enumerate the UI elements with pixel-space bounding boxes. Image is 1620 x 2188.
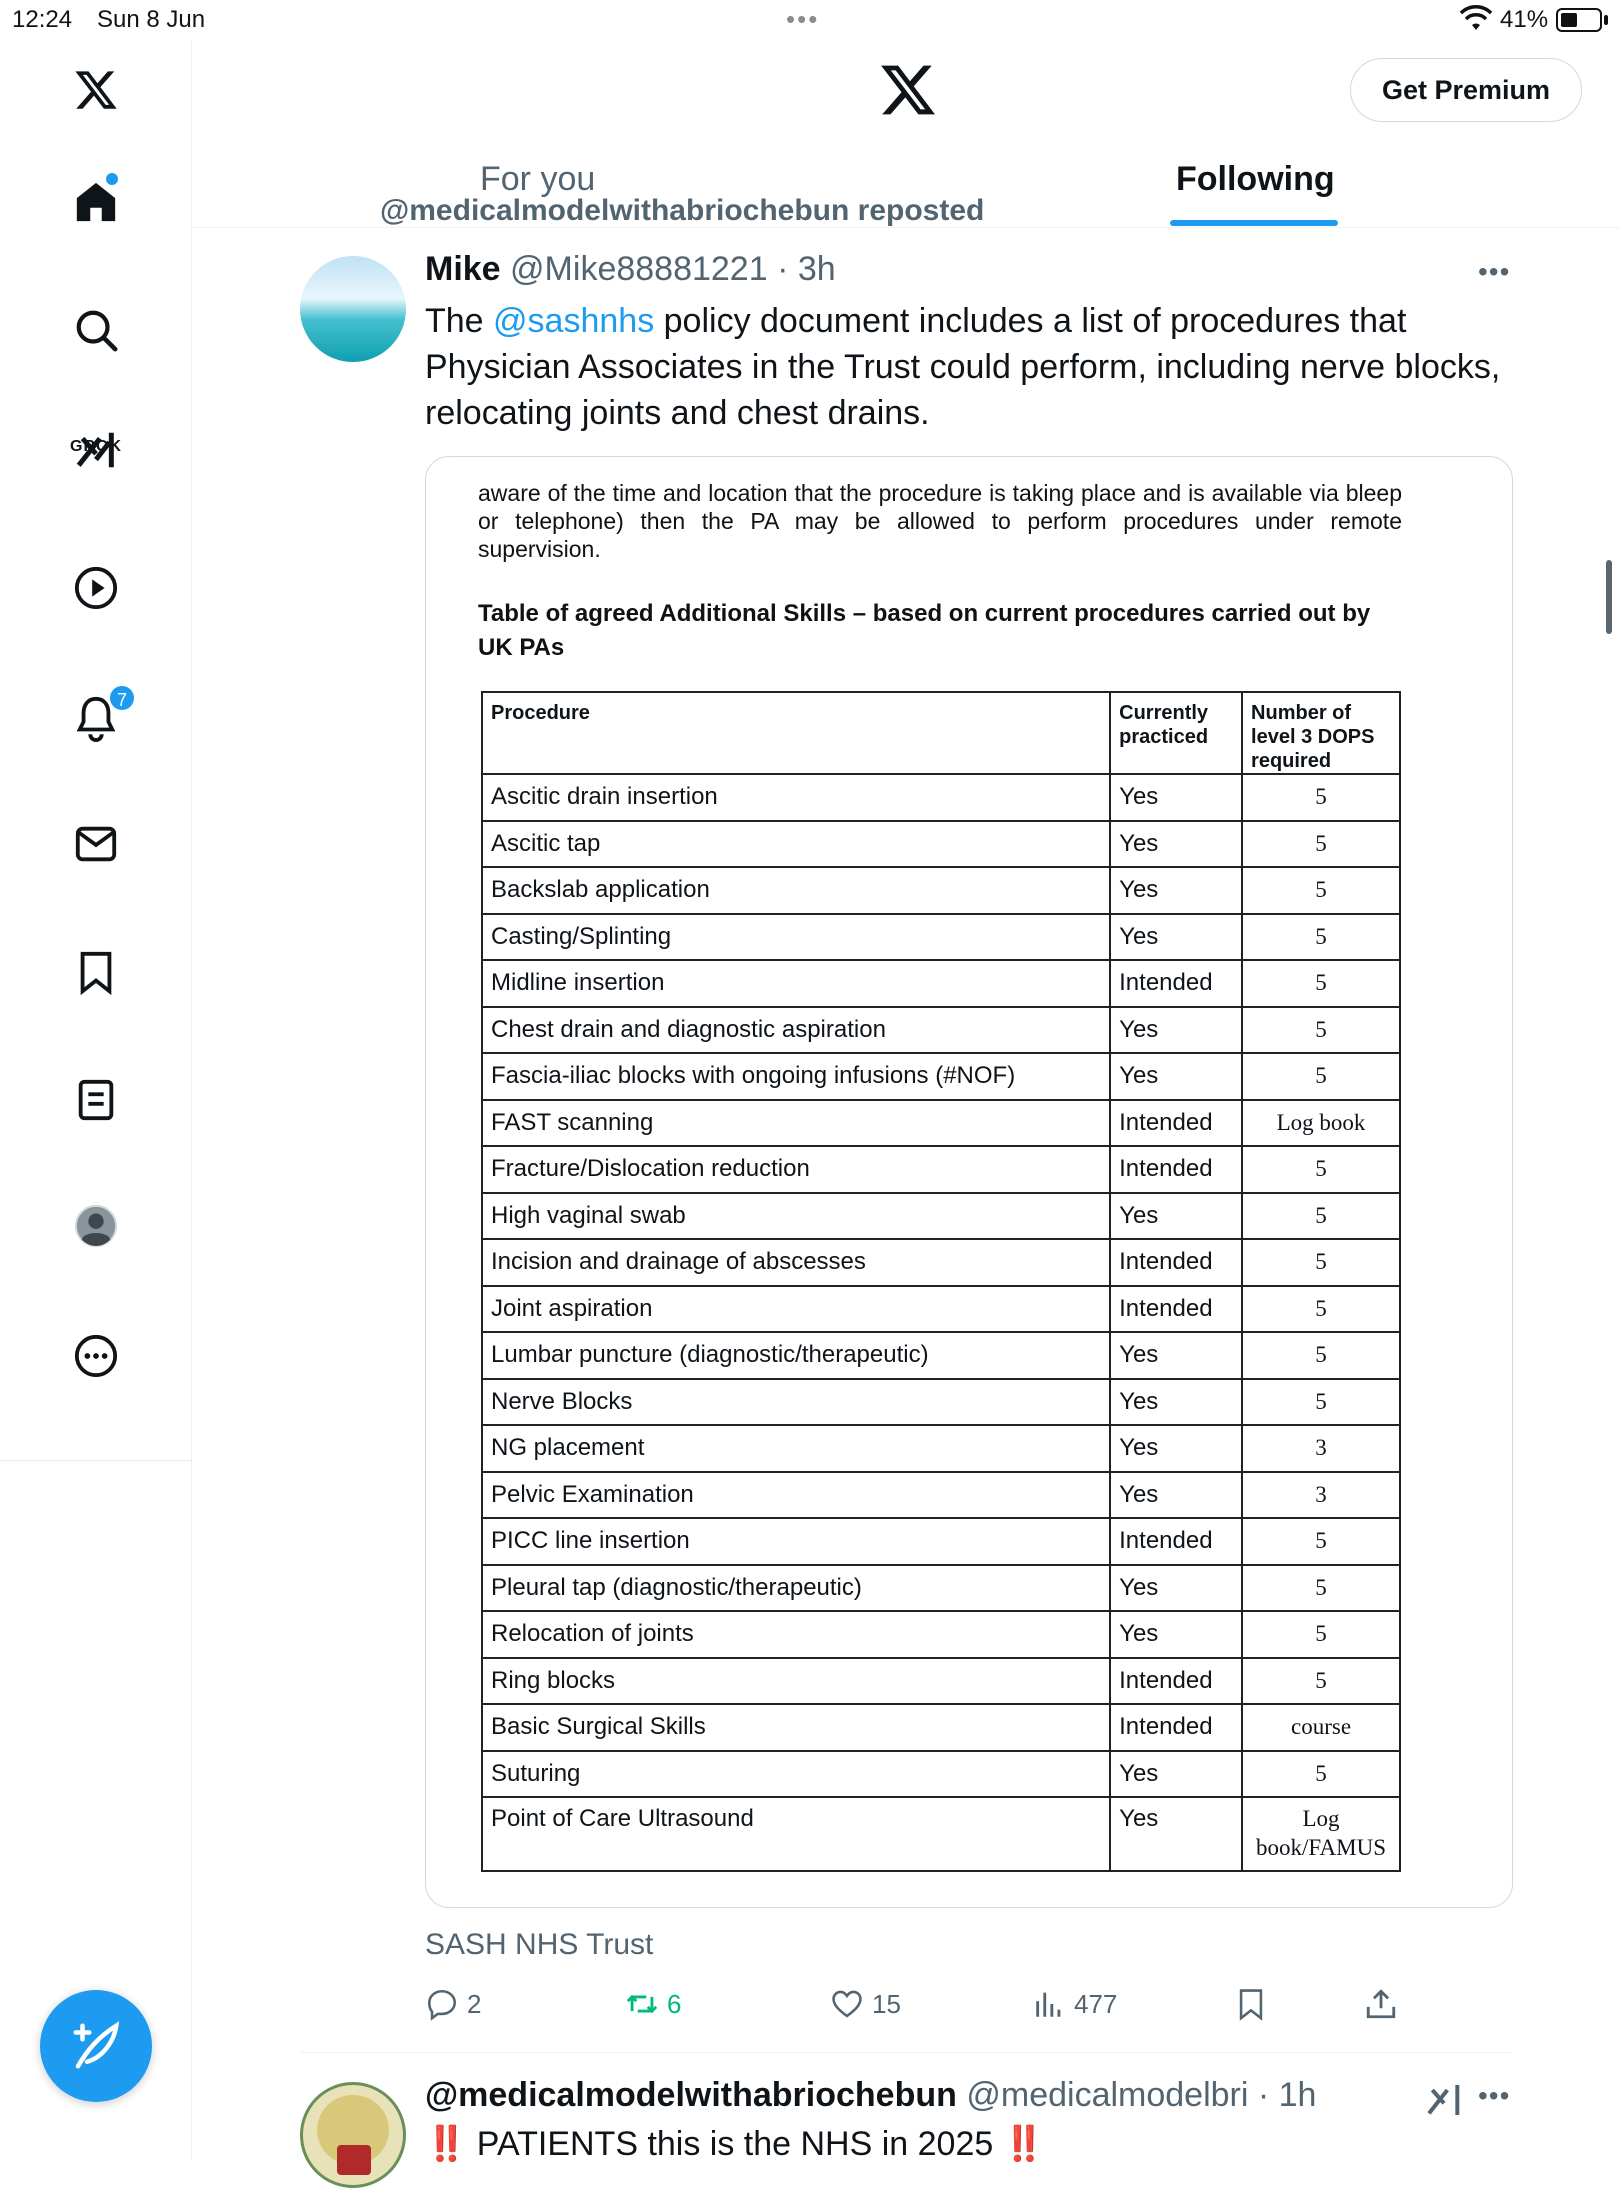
- dops-cell: 5: [1242, 1286, 1400, 1333]
- dops-cell: 5: [1242, 1007, 1400, 1054]
- practiced-cell: Intended: [1110, 1658, 1242, 1705]
- status-date: Sun 8 Jun: [97, 6, 206, 33]
- table-row: [482, 1704, 1400, 1751]
- tweet-header: [425, 2076, 1316, 2115]
- double-exclamation-icon: ‼️: [1002, 2125, 1046, 2163]
- dops-cell: 5: [1242, 1332, 1400, 1379]
- table-row: [482, 1658, 1400, 1705]
- reposted-label: @medicalmodelwithabriochebun reposted: [380, 194, 985, 227]
- practiced-cell: Yes: [1110, 867, 1242, 914]
- tab-following[interactable]: Following: [1176, 160, 1335, 198]
- procedure-cell: Nerve Blocks: [482, 1379, 1110, 1426]
- tweet-text: The @sashnhs policy document includes a list of procedures that Physician Associates in the Trust could perform, including nerve blocks, relocating joints and chest drains.: [425, 302, 1501, 432]
- practiced-cell: Yes: [1110, 1565, 1242, 1612]
- practiced-cell: Yes: [1110, 1472, 1242, 1519]
- avatar[interactable]: [300, 2082, 406, 2188]
- practiced-cell: Yes: [1110, 1611, 1242, 1658]
- avatar-crest: [337, 2145, 371, 2175]
- reply-icon: [425, 1987, 459, 2021]
- status-bar: [0, 0, 1620, 40]
- compose-feather-icon: [69, 2019, 123, 2073]
- table-row: [482, 1797, 1400, 1871]
- procedure-cell: Casting/Splinting: [482, 914, 1110, 961]
- sidebar-divider: [0, 1460, 192, 1461]
- dops-cell: 5: [1242, 960, 1400, 1007]
- meta-separator: ·: [1248, 2076, 1279, 2114]
- procedure-cell: Fracture/Dislocation reduction: [482, 1146, 1110, 1193]
- dops-cell: 5: [1242, 774, 1400, 821]
- media-source-label[interactable]: SASH NHS Trust: [425, 1928, 654, 1961]
- table-row: [482, 914, 1400, 961]
- repost-button[interactable]: [625, 1984, 681, 2024]
- compose-post-button[interactable]: [40, 1990, 152, 2102]
- scrollbar[interactable]: [1606, 560, 1612, 634]
- practiced-cell: Yes: [1110, 914, 1242, 961]
- table-row: [482, 1751, 1400, 1798]
- notifications-badge: 7: [108, 684, 136, 712]
- dops-cell: 5: [1242, 1239, 1400, 1286]
- dops-cell: 5: [1242, 1193, 1400, 1240]
- like-count: 15: [872, 1988, 901, 2019]
- dops-cell: 5: [1242, 1611, 1400, 1658]
- dops-cell: 5: [1242, 1518, 1400, 1565]
- author-handle[interactable]: @medicalmodelbri: [966, 2076, 1249, 2114]
- procedure-cell: Point of Care Ultrasound: [482, 1797, 1110, 1871]
- table-row: [482, 1565, 1400, 1612]
- procedure-cell: Pleural tap (diagnostic/therapeutic): [482, 1565, 1110, 1612]
- procedure-cell: Joint aspiration: [482, 1286, 1110, 1333]
- practiced-cell: Intended: [1110, 1146, 1242, 1193]
- procedure-cell: High vaginal swab: [482, 1193, 1110, 1240]
- like-button[interactable]: [830, 1984, 901, 2024]
- dops-cell: 5: [1242, 1379, 1400, 1426]
- table-row: [482, 1286, 1400, 1333]
- author-name[interactable]: @medicalmodelwithabriochebun: [425, 2076, 957, 2114]
- battery-percent: 41%: [1500, 6, 1549, 33]
- practiced-cell: Yes: [1110, 1007, 1242, 1054]
- procedure-cell: PICC line insertion: [482, 1518, 1110, 1565]
- battery-icon: [1556, 8, 1602, 32]
- dops-cell: course: [1242, 1704, 1400, 1751]
- procedure-cell: FAST scanning: [482, 1100, 1110, 1147]
- procedure-cell: Chest drain and diagnostic aspiration: [482, 1007, 1110, 1054]
- view-count: 477: [1074, 1988, 1118, 2019]
- search-icon[interactable]: [66, 300, 126, 360]
- practiced-cell: Yes: [1110, 821, 1242, 868]
- practiced-cell: Yes: [1110, 1332, 1242, 1379]
- practiced-cell: Intended: [1110, 1100, 1242, 1147]
- tweet-text: ‼️ PATIENTS this is the NHS in 2025 ‼️: [425, 2125, 1046, 2163]
- dops-cell: Log book/FAMUS: [1242, 1797, 1400, 1871]
- repost-count: 6: [667, 1988, 682, 2019]
- procedure-cell: Fascia-iliac blocks with ongoing infusions (#NOF): [482, 1053, 1110, 1100]
- practiced-cell: Intended: [1110, 1518, 1242, 1565]
- document-paragraph: aware of the time and location that the procedure is taking place and is available via bleep or telephone) then the PA may be allowed to perform procedures under remote supervision.: [478, 480, 1402, 562]
- practiced-cell: Intended: [1110, 1239, 1242, 1286]
- practiced-cell: Intended: [1110, 1286, 1242, 1333]
- bookmarks-icon[interactable]: [66, 942, 126, 1002]
- home-unread-dot: [106, 173, 118, 185]
- more-icon[interactable]: [66, 1326, 126, 1386]
- table-row: [482, 960, 1400, 1007]
- table-row: [482, 1379, 1400, 1426]
- table-row: [482, 1239, 1400, 1286]
- reply-button[interactable]: [425, 1984, 481, 2024]
- dops-cell: 3: [1242, 1425, 1400, 1472]
- column-header: Number of level 3 DOPS required: [1242, 692, 1400, 774]
- battery-cap: [1604, 15, 1608, 25]
- table-row: [482, 1518, 1400, 1565]
- author-name[interactable]: Mike: [425, 250, 501, 288]
- wifi-icon: [1460, 6, 1492, 39]
- procedure-cell: Relocation of joints: [482, 1611, 1110, 1658]
- messages-icon[interactable]: [66, 814, 126, 874]
- practiced-cell: Yes: [1110, 1751, 1242, 1798]
- bookmark-button[interactable]: [1234, 1984, 1276, 2024]
- tweet-time[interactable]: 1h: [1278, 2076, 1317, 2114]
- procedure-cell: Backslab application: [482, 867, 1110, 914]
- procedure-cell: Pelvic Examination: [482, 1472, 1110, 1519]
- profile-icon[interactable]: [66, 1196, 126, 1256]
- dops-cell: 5: [1242, 867, 1400, 914]
- skills-table: [481, 691, 1401, 1872]
- share-button[interactable]: [1364, 1984, 1406, 2024]
- procedure-cell: Ascitic tap: [482, 821, 1110, 868]
- grok-explain-icon[interactable]: [1424, 2080, 1464, 2120]
- table-row: [482, 1146, 1400, 1193]
- author-handle[interactable]: @Mike88881221: [510, 250, 768, 288]
- video-icon[interactable]: [66, 558, 126, 618]
- header-divider: [192, 227, 1620, 228]
- share-icon: [1364, 1987, 1398, 2021]
- table-row: [482, 1100, 1400, 1147]
- table-row: [482, 1332, 1400, 1379]
- table-row: [482, 1472, 1400, 1519]
- practiced-cell: Yes: [1110, 1193, 1242, 1240]
- x-center-logo-icon[interactable]: [878, 60, 938, 120]
- column-header: Procedure: [482, 692, 1110, 774]
- table-row: [482, 867, 1400, 914]
- dops-cell: Log book: [1242, 1100, 1400, 1147]
- table-header-row: [482, 692, 1400, 774]
- procedure-cell: Suturing: [482, 1751, 1110, 1798]
- table-row: [482, 1193, 1400, 1240]
- dops-cell: 5: [1242, 821, 1400, 868]
- reply-count: 2: [467, 1988, 482, 2019]
- table-row: [482, 1007, 1400, 1054]
- views-icon: [1032, 1987, 1066, 2021]
- meta-separator: ·: [767, 250, 798, 288]
- battery-level: [1561, 13, 1577, 27]
- dops-cell: 5: [1242, 1751, 1400, 1798]
- mention-link[interactable]: @sashnhs: [493, 302, 655, 340]
- procedure-cell: Incision and drainage of abscesses: [482, 1239, 1110, 1286]
- procedure-cell: Lumbar puncture (diagnostic/therapeutic): [482, 1332, 1110, 1379]
- tab-for-you[interactable]: For you: [480, 160, 596, 198]
- procedure-cell: Basic Surgical Skills: [482, 1704, 1110, 1751]
- table-row: [482, 1425, 1400, 1472]
- dops-cell: 3: [1242, 1472, 1400, 1519]
- dops-cell: 5: [1242, 914, 1400, 961]
- x-logo-icon[interactable]: [66, 60, 126, 120]
- document-table-heading: Table of agreed Additional Skills – based on current procedures carried out by UK PAs: [478, 600, 1371, 661]
- double-exclamation-icon: ‼️: [425, 2125, 468, 2163]
- practiced-cell: Yes: [1110, 774, 1242, 821]
- practiced-cell: Intended: [1110, 960, 1242, 1007]
- dops-cell: 5: [1242, 1053, 1400, 1100]
- views-button[interactable]: [1032, 1984, 1117, 2024]
- status-time: 12:24: [12, 6, 73, 33]
- procedure-cell: Ascitic drain insertion: [482, 774, 1110, 821]
- lists-icon[interactable]: [66, 1070, 126, 1130]
- more-options-icon[interactable]: •••: [1478, 2080, 1511, 2111]
- multitasking-dots[interactable]: •••: [786, 4, 820, 34]
- tweet-header: [425, 250, 836, 289]
- table-row: [482, 1053, 1400, 1100]
- column-header: Currently practiced: [1110, 692, 1242, 774]
- grok-label: GROK: [70, 438, 122, 455]
- dops-cell: 5: [1242, 1658, 1400, 1705]
- procedure-cell: NG placement: [482, 1425, 1110, 1472]
- avatar[interactable]: [300, 256, 406, 362]
- get-premium-button[interactable]: Get Premium: [1350, 58, 1582, 122]
- dops-cell: 5: [1242, 1565, 1400, 1612]
- more-options-icon[interactable]: •••: [1478, 256, 1511, 287]
- tweet-image[interactable]: [425, 456, 1513, 1908]
- dops-cell: 5: [1242, 1146, 1400, 1193]
- table-row: [482, 1611, 1400, 1658]
- practiced-cell: Yes: [1110, 1053, 1242, 1100]
- practiced-cell: Yes: [1110, 1797, 1242, 1871]
- tweet-divider: [300, 2052, 1512, 2053]
- bookmark-icon: [1234, 1987, 1268, 2021]
- table-row: [482, 774, 1400, 821]
- repost-icon: [625, 1987, 659, 2021]
- practiced-cell: Yes: [1110, 1425, 1242, 1472]
- practiced-cell: Yes: [1110, 1379, 1242, 1426]
- practiced-cell: Intended: [1110, 1704, 1242, 1751]
- procedure-cell: Ring blocks: [482, 1658, 1110, 1705]
- active-tab-indicator: [1170, 220, 1338, 226]
- tweet-time[interactable]: 3h: [797, 250, 836, 288]
- procedure-cell: Midline insertion: [482, 960, 1110, 1007]
- table-row: [482, 821, 1400, 868]
- heart-icon: [830, 1987, 864, 2021]
